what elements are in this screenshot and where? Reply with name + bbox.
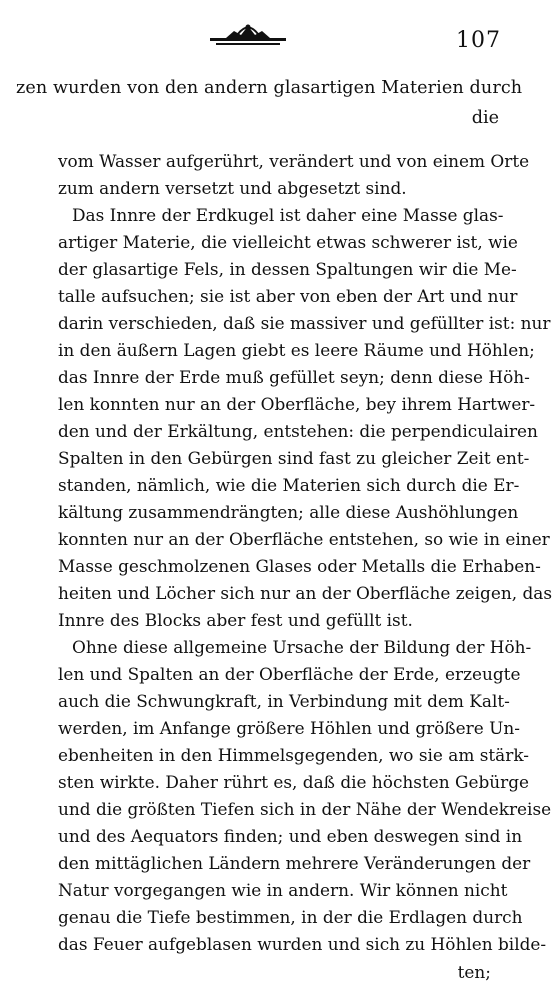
body-text bbox=[58, 148, 552, 958]
text-line: das Feuer aufgeblasen wurden und sich zu Höhlen bilde- bbox=[58, 934, 547, 954]
text-line: sten wirkte. Daher rührt es, daß die höchsten Gebürge bbox=[58, 772, 530, 792]
text-line: talle aufsuchen; sie ist aber von eben der Art und nur bbox=[58, 286, 518, 306]
text-line: Masse geschmolzenen Glases oder Metalls die Erhaben- bbox=[58, 556, 541, 576]
text-line: ebenheiten in den Himmelsgegenden, wo sie am stärk- bbox=[58, 745, 529, 765]
text-line: das Innre der Erde muß gefüllet seyn; denn diese Höh- bbox=[58, 367, 530, 387]
catchword-top: die bbox=[471, 108, 499, 128]
paragraph-start-line: Das Innre der Erdkugel ist daher eine Masse glas- bbox=[72, 205, 504, 225]
text-line: in den äußern Lagen giebt es leere Räume und Höhlen; bbox=[58, 340, 535, 360]
paragraph-start-line: Ohne diese allgemeine Ursache der Bildung der Höh- bbox=[72, 637, 532, 657]
catchword-bottom: ten; bbox=[457, 962, 491, 982]
continued-line: zen wurden von den andern glasartigen Materien durch bbox=[16, 78, 523, 98]
text-line: Spalten in den Gebürgen sind fast zu gleicher Zeit ent- bbox=[58, 448, 530, 468]
text-line: kältung zusammendrängten; alle diese Aushöhlungen bbox=[58, 502, 519, 522]
text-line: werden, im Anfange größere Höhlen und größere Un- bbox=[58, 718, 520, 738]
text-line: standen, nämlich, wie die Materien sich durch die Er- bbox=[58, 475, 520, 495]
text-line: und des Aequators finden; und eben deswegen sind in bbox=[58, 826, 523, 846]
text-line: konnten nur an der Oberfläche entstehen, so wie in einer bbox=[58, 529, 550, 549]
text-line: der glasartige Fels, in dessen Spaltungen wir die Me- bbox=[58, 259, 517, 279]
text-line: auch die Schwungkraft, in Verbindung mit dem Kalt- bbox=[58, 691, 510, 711]
text-line: den mittäglichen Ländern mehrere Veränderungen der bbox=[58, 853, 531, 873]
page-number: 107 bbox=[456, 28, 501, 53]
printer-ornament-icon bbox=[208, 22, 288, 48]
text-line: len und Spalten an der Oberfläche der Erde, erzeugte bbox=[58, 664, 521, 684]
text-line: genau die Tiefe bestimmen, in der die Erdlagen durch bbox=[58, 907, 523, 927]
text-line: Innre des Blocks aber fest und gefüllt ist. bbox=[58, 610, 413, 630]
text-line: und die größten Tiefen sich in der Nähe der Wendekreise bbox=[58, 799, 552, 819]
text-line: len konnten nur an der Oberfläche, bey ihrem Hartwer- bbox=[58, 394, 536, 414]
text-line: Natur vorgegangen wie in andern. Wir können nicht bbox=[58, 880, 508, 900]
text-line: vom Wasser aufgerührt, verändert und von einem Orte bbox=[58, 151, 530, 171]
text-line: den und der Erkältung, entstehen: die perpendiculairen bbox=[58, 421, 538, 441]
text-line: artiger Materie, die vielleicht etwas schwerer ist, wie bbox=[58, 232, 518, 252]
text-line: heiten und Löcher sich nur an der Oberfläche zeigen, das bbox=[58, 583, 552, 603]
text-line: zum andern versetzt und abgesetzt sind. bbox=[58, 178, 407, 198]
text-line: darin verschieden, daß sie massiver und gefüllter ist: nur bbox=[58, 313, 551, 333]
